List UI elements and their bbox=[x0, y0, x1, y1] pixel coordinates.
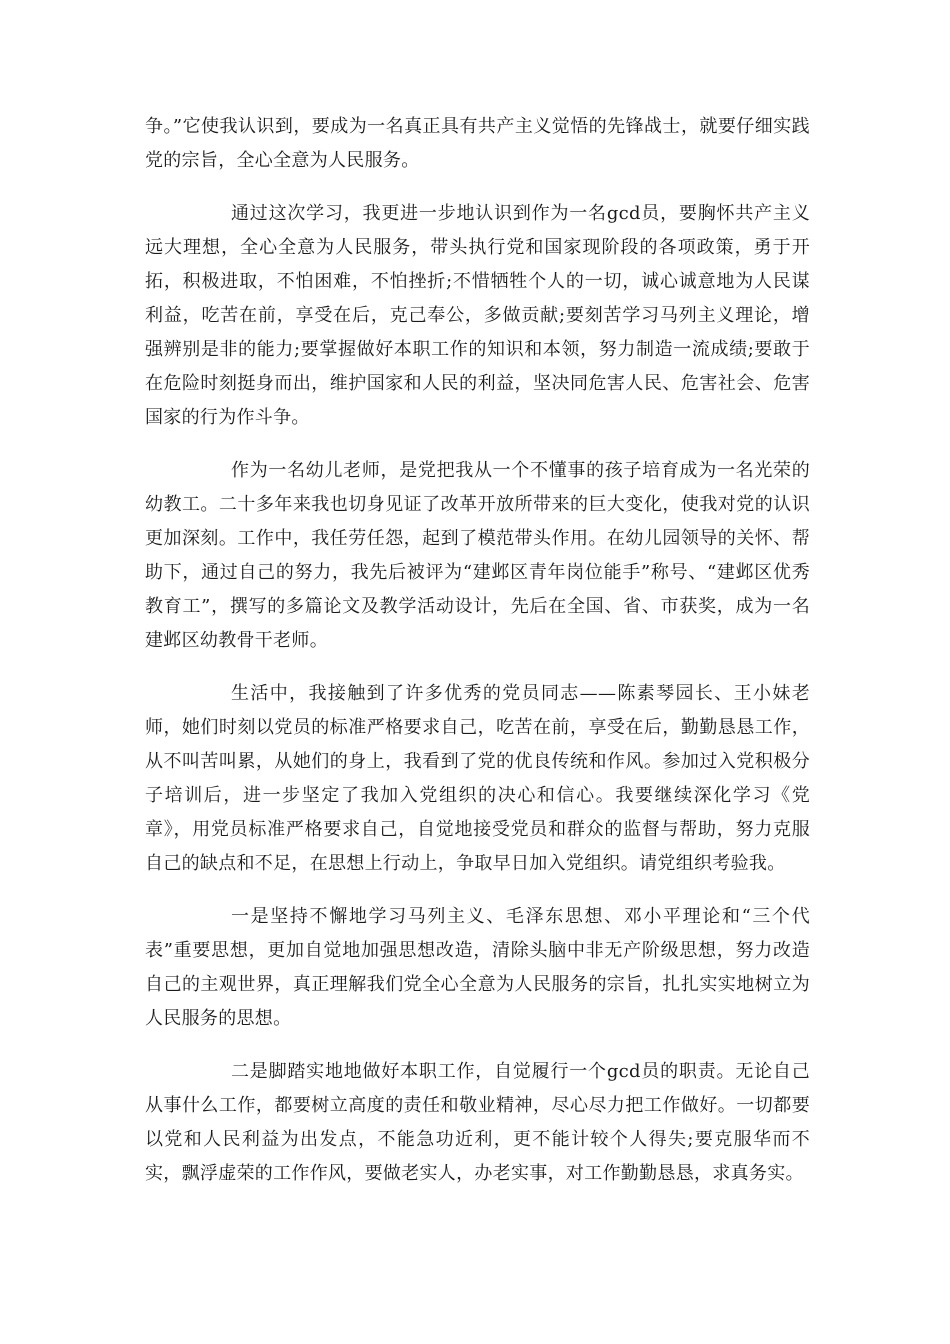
document-body bbox=[145, 110, 810, 1210]
paragraph-5: 一是坚持不懈地学习马列主义、毛泽东思想、邓小平理论和“三个代表”重要思想，更加自觉地加强思想改造，清除头脑中非无产阶级思想，努力改造自己的主观世界，真正理解我们党全心全意为人民服务的宗旨，扎扎实实地树立为人民服务的思想。 bbox=[145, 906, 810, 1029]
paragraph-6: 二是脚踏实地地做好本职工作，自觉履行一个gcd员的职责。无论自己从事什么工作，都要树立高度的责任和敬业精神，尽心尽力把工作做好。一切都要以党和人民利益为出发点，不能急功近利，更不能计较个人得失;要克服华而不实，飘浮虚荣的工作作风，要做老实人，办老实事，对工作勤勤恳恳，求真务实。 bbox=[145, 1061, 810, 1184]
paragraph-2: 通过这次学习，我更进一步地认识到作为一名gcd员，要胸怀共产主义远大理想，全心全意为人民服务，带头执行党和国家现阶段的各项政策，勇于开拓，积极进取，不怕困难，不怕挫折;不惜牺牲个人的一切，诚心诚意地为人民谋利益，吃苦在前，享受在后，克己奉公，多做贡献;要刻苦学习马列主义理论，增强辨别是非的能力;要掌握做好本职工作的知识和本领，努力制造一流成绩;要敢于在危险时刻挺身而出，维护国家和人民的利益，坚决同危害人民、危害社会、危害国家的行为作斗争。 bbox=[145, 203, 810, 428]
paragraph-4: 生活中，我接触到了许多优秀的党员同志——陈素琴园长、王小妹老师，她们时刻以党员的标准严格要求自己，吃苦在前，享受在后，勤勤恳恳工作，从不叫苦叫累，从她们的身上，我看到了党的优良传统和作风。参加过入党积极分子培训后，进一步坚定了我加入党组织的决心和信心。我要继续深化学习《党章》，用党员标准严格要求自己，自觉地接受党员和群众的监督与帮助，努力克服自己的缺点和不足，在思想上行动上，争取早日加入党组织。请党组织考验我。 bbox=[145, 683, 810, 874]
paragraph-3: 作为一名幼儿老师，是党把我从一个不懂事的孩子培育成为一名光荣的幼教工。二十多年来我也切身见证了改革开放所带来的巨大变化，使我对党的认识更加深刻。工作中，我任劳任怨，起到了模范带头作用。在幼儿园领导的关怀、帮助下，通过自己的努力，我先后被评为“建邺区青年岗位能手”称号、“建邺区优秀教育工”，撰写的多篇论文及教学活动设计，先后在全国、省、市获奖，成为一名建邺区幼教骨干老师。 bbox=[145, 460, 810, 651]
paragraph-1: 争。”它使我认识到，要成为一名真正具有共产主义觉悟的先锋战士，就要仔细实践党的宗旨，全心全意为人民服务。 bbox=[145, 116, 810, 171]
